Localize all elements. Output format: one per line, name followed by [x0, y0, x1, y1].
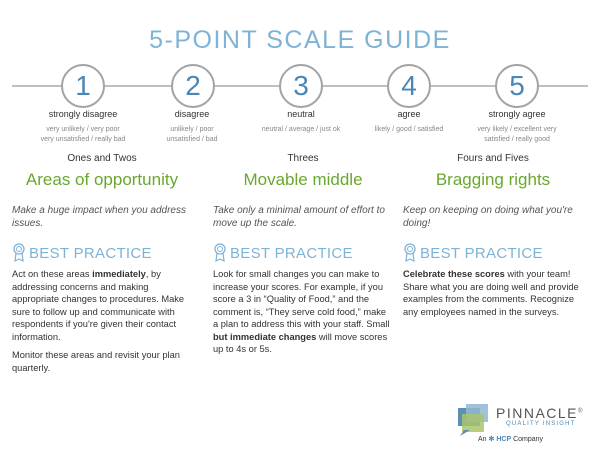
scale-label-4: agree — [397, 109, 421, 119]
column-heading: Ones and Twos — [67, 153, 137, 164]
column-intro: Keep on keeping on doing what you're doing! — [403, 205, 573, 229]
column-body: Celebrate these scores with your team! Share what you are doing well and provide examples from the comments. Recognize any employees named in the surveys. — [403, 269, 579, 317]
award-ribbon-icon — [213, 243, 227, 263]
column-body: Look for small changes you can make to increase your scores. For example, if you score a 3 in “Quality of Food,” and the comment is, “They serve cold food,” make a plan to address this with your staff. Small but immediate changes will move scores up to 4s or 5s. — [213, 269, 390, 354]
scale-sub-5: very likely / excellent very satisfied / really good — [477, 126, 557, 143]
scale-circle-5: 5 — [495, 64, 539, 108]
column-title: Bragging rights — [435, 170, 551, 189]
best-practice-heading: BEST PRACTICE — [12, 242, 192, 264]
award-ribbon-icon — [403, 243, 417, 263]
logo-footer: An ✻ HCP Company — [478, 436, 544, 443]
scale-circle-2: 2 — [171, 64, 215, 108]
column-threes — [213, 153, 393, 362]
scale-sub-2: unlikely / poor unsatisfied / bad — [166, 126, 218, 143]
scale-circle-3: 3 — [279, 64, 323, 108]
column-title: Movable middle — [243, 170, 363, 189]
scale-circle-1: 1 — [61, 64, 105, 108]
best-practice-heading: BEST PRACTICE — [213, 242, 393, 264]
scale-label-2: disagree — [174, 109, 210, 119]
scale-sub-3: neutral / average / just ok — [261, 126, 341, 133]
column-ones-twos — [12, 153, 192, 380]
best-practice-heading: BEST PRACTICE — [403, 242, 583, 264]
column-heading: Threes — [287, 153, 319, 164]
column-intro: Take only a minimal amount of effort to move up the scale. — [213, 205, 385, 229]
scale-sub-1: very unlikely / very poor very unsatisfied / really bad — [40, 126, 126, 143]
column-fours-fives — [403, 153, 583, 324]
scale-label-3: neutral — [287, 109, 315, 119]
pinnacle-logo-mark-icon — [456, 404, 492, 436]
pinnacle-logo: PINNACLE® QUALITY INSIGHT An ✻ HCP Company — [448, 402, 598, 457]
scale-label-1: strongly disagree — [48, 109, 118, 119]
scale-circle-4: 4 — [387, 64, 431, 108]
scale-label-5: strongly agree — [488, 109, 546, 119]
award-ribbon-icon — [12, 243, 26, 263]
column-intro: Make a huge impact when you address issues. — [12, 205, 186, 229]
column-heading: Fours and Fives — [457, 153, 529, 164]
column-title: Areas of opportunity — [25, 170, 179, 189]
column-body: Act on these areas immediately, by addressing concerns and making appropriate changes to procedures. Make sure to follow up and communicate with respondents if you're given their contact information. Monitor these areas and revisit your plan quarterly. — [12, 269, 185, 373]
scale-sub-4: likely / good / satisfied — [374, 126, 444, 133]
page-title: 5-POINT SCALE GUIDE — [149, 26, 451, 54]
